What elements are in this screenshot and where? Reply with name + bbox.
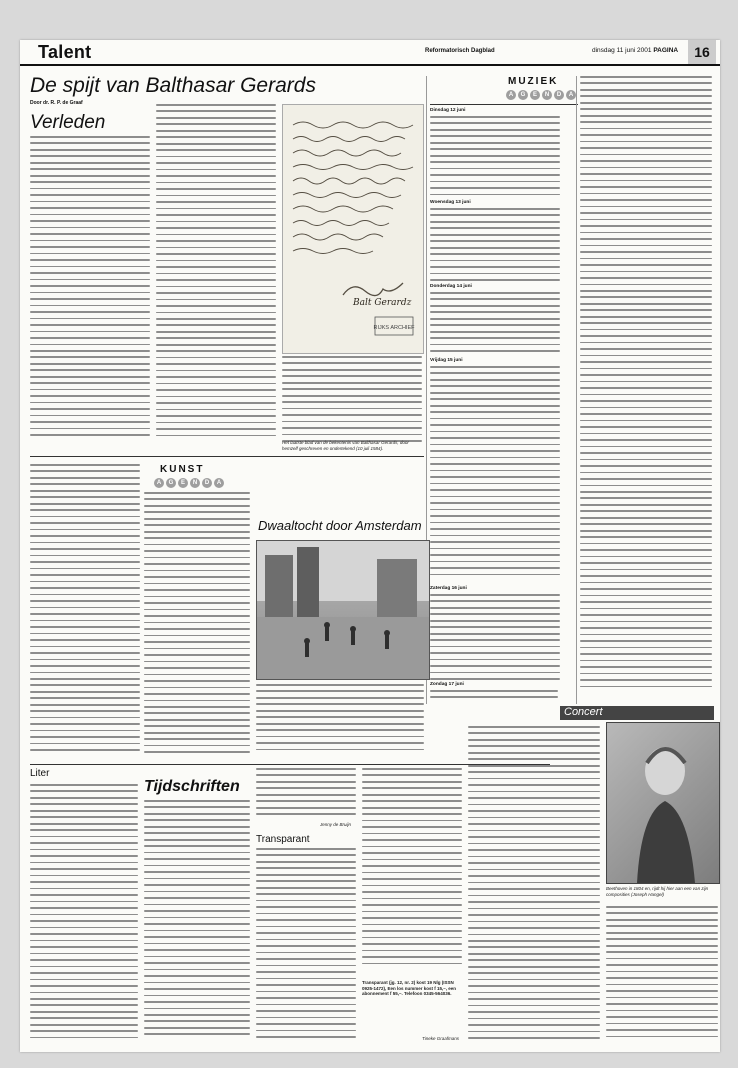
dwaaltocht-text [256,684,424,756]
agenda-day-heading: Vrijdag 15 juni [430,358,463,363]
article-headline: De spijt van Balthasar Gerards [30,74,316,97]
muziek-agenda-badges: A G E N D A [506,90,576,100]
masthead-rule [20,64,720,66]
masthead [20,40,720,66]
article-column-2 [156,104,276,448]
dwaaltocht-title: Dwaaltocht door Amsterdam [258,518,422,533]
street-scene-svg [257,541,429,679]
muziek-title: MUZIEK [508,76,559,87]
paper-name: Reformatorisch Dagblad [425,48,495,54]
concert-title: Concert [560,706,714,720]
kunst-agenda-badges: A G E N D A [154,478,224,488]
letter-caption: Het laatste blad van de bekentenis van Balthasar Gerards, door hemzelf geschreven en ondertekend (10 juli 1584). [282,440,409,451]
agenda-column-right [580,76,712,700]
article-kicker: Verleden [30,112,106,133]
transparant-column-2 [362,768,462,974]
muziek-rule [430,104,578,105]
tijdschriften-intro [256,768,356,820]
kunst-title: KUNST [160,464,205,475]
liter-title: Liter [30,768,50,779]
article-column-1 [30,136,150,448]
agenda-day-heading: Zaterdag 16 juni [430,586,467,591]
agenda-day-heading: Zondag 17 juni [430,682,464,687]
tijdschriften-column [144,800,250,1046]
issue-date: dinsdag 11 juni 2001 PAGINA [592,47,679,54]
tijdschriften-title: Tijdschriften [144,778,240,795]
agenda-block-2 [430,208,560,284]
column-divider [576,76,577,704]
confession-letter-image [282,104,424,354]
transparant-title: Transparant [256,834,310,845]
handwriting-svg [283,105,423,353]
kunst-column-1 [30,464,140,760]
kunst-top-rule [30,456,424,457]
concert-column-1 [468,726,600,1046]
agenda-block-4 [430,366,560,582]
concert-column-2 [606,906,718,1046]
agenda-block-1 [430,116,560,200]
section-title: Talent [38,42,92,62]
signature-text: Balt Gerardz [353,298,412,308]
transparant-column-1 [256,848,356,1046]
portrait-svg [607,723,719,883]
portrait-caption: Beethoven in 1804 en, rijdt hij hier aan een van zijn composities (Joseph Hangel) [606,886,709,897]
agenda-block-5 [430,594,560,684]
svg-text:RIJKS ARCHIEF: RIJKS ARCHIEF [373,325,415,331]
newspaper-page [20,40,720,1052]
kunst-column-2 [144,492,250,760]
amsterdam-street-photo [256,540,430,680]
agenda-block-6 [430,690,558,706]
archive-stamp [374,317,416,335]
agenda-block-3 [430,292,560,356]
article-column-3 [282,356,422,448]
transparant-info: Transparant (jg. 12, nr. 2) kost 19 Nlg (ISSN 0925-1472), Een los nummer kost f 15,–, een abonnement f 55,–. Telefoon 0345-564036. [362,980,457,996]
agenda-day-heading: Donderdag 14 juni [430,284,472,289]
tijdschriften-credit: Jenny de Bruijn [320,822,352,827]
liter-column-1 [30,784,138,1046]
agenda-day-heading: Dinsdag 12 juni [430,108,466,113]
article-byline: Door dr. R. P. de Graaf [30,100,83,106]
beethoven-portrait [606,722,720,884]
page-number: 16 [688,40,716,64]
transparant-credit: Tineke Graafmans [422,1036,459,1041]
agenda-day-heading: Woensdag 13 juni [430,200,471,205]
